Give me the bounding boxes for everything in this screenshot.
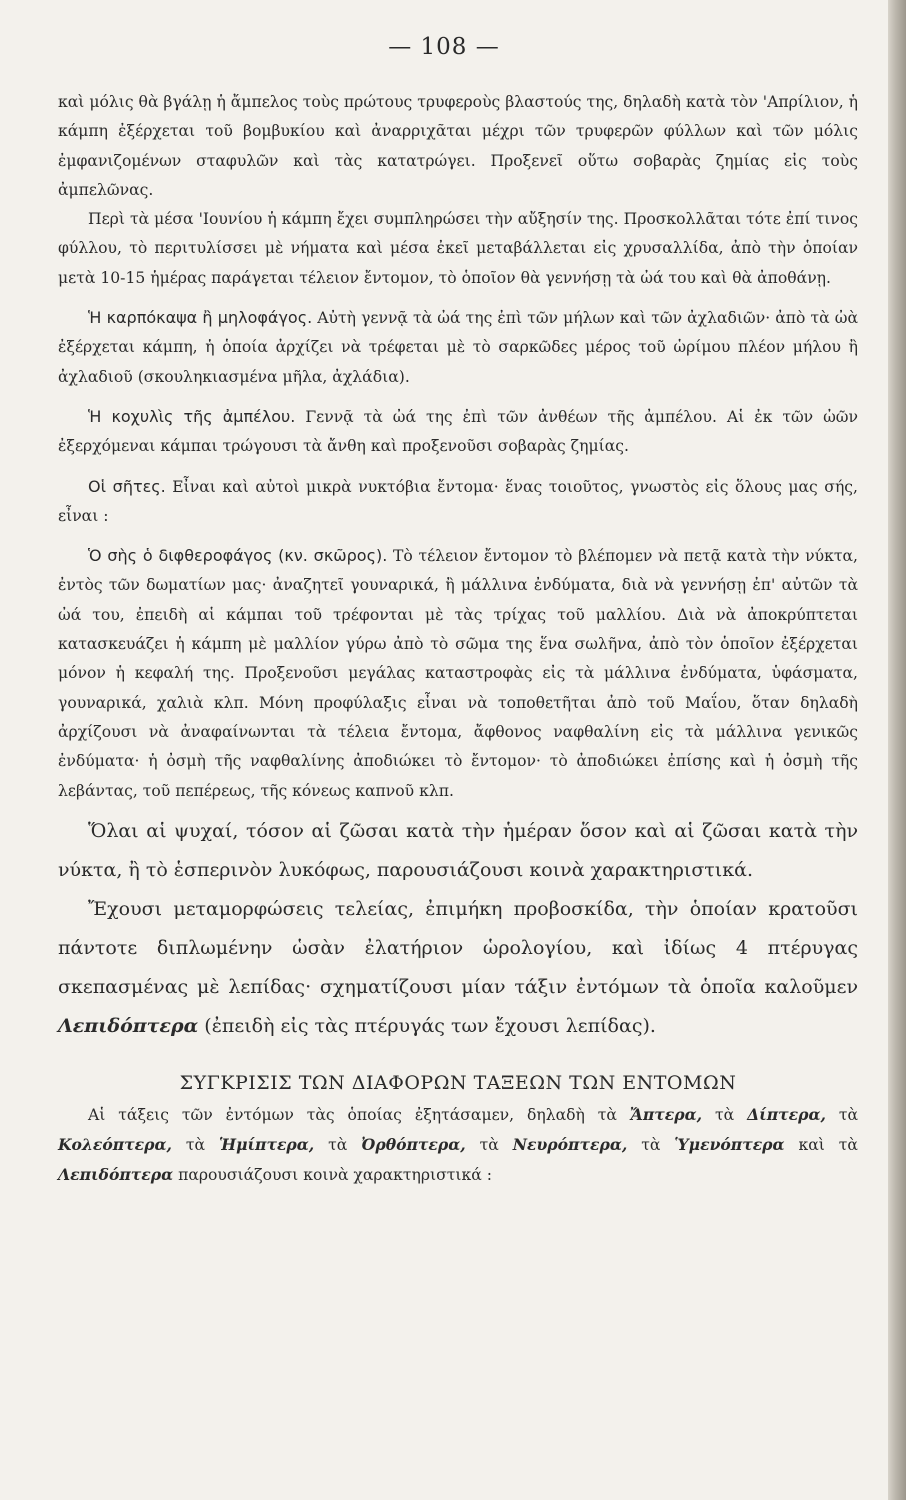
text-orders-2: τὰ [714,1105,735,1124]
heading-clothes-moth: Ὁ σὴς ὁ διφθεροφάγος (κν. σκῶρος). [88,546,388,566]
section-title: ΣΥΓΚΡΙΣΙΣ ΤΩΝ ΔΙΑΦΟΡΩΝ ΤΑΞΕΩΝ ΤΩΝ ΕΝΤΟΜΩΝ [179,1071,737,1094]
text-moths: Εἶναι καὶ αὐτοὶ μικρὰ νυκτόβια ἔντομα· ἕνας τοιοῦτος, γνωστὸς εἰς ὅλους μας σής, εἶναι : [58,477,858,525]
paragraph-clothes-moth [58,541,858,806]
term-lepidoptera: Λεπιδόπτερα [58,1014,199,1037]
text-lepidoptera-b: (ἐπειδὴ εἰς τὰς πτέρυγάς των ἔχουσι λεπίδας). [204,1014,656,1037]
term-neuroptera: Νευρόπτερα, [512,1135,628,1155]
text-lepidoptera-a: Ἔχουσι μεταμορφώσεις τελείας, ἐπιμήκη προβοσκίδα, τὴν ὁποίαν κρατοῦσι πάντοτε διπλωμένην ὡσὰν ἐλατήριον ὡρολογίου, καὶ ἰδίως 4 πτέρυγας σκεπασμένας μὲ λεπίδας· σχηματίζουσι μίαν τάξιν ἐντόμων τὰ ὁποῖα καλοῦμεν [58,897,858,998]
term-orthoptera: Ὀρθόπτερα, [361,1135,466,1155]
term-lepidoptera-list: Λεπιδόπτερα [58,1165,174,1185]
paragraph-lepidoptera [58,890,858,1046]
term-hemiptera: Ἡμίπτερα, [219,1135,315,1155]
text-orders-8: καὶ τὰ [798,1136,858,1155]
text-codling-moth: Αὐτὴ γεννᾷ τὰ ὠά της ἐπὶ τῶν μήλων καὶ τῶν ἀχλαδιῶν· ἀπὸ τὰ ὠὰ ἐξέρχεται κάμπη, ἡ ὁποία ἀρχίζει νὰ τρέφεται μὲ τὸ σαρκῶδες μέρος τοῦ ὡρίμου πλέον μήλου ἢ ἀχλαδιοῦ (σκουληκιασμένα μῆλα, ἀχλάδια). [58,309,858,386]
page-body [58,88,858,1191]
heading-grape-moth: Ἡ κοχυλὶς τῆς ἀμπέλου. [88,406,296,426]
paragraph-moths [58,472,858,532]
term-coleoptera: Κολεόπτερα, [58,1135,172,1155]
text-orders-3: τὰ [838,1105,858,1124]
paragraph-vine-caterpillar: καὶ μόλις θὰ βγάλῃ ἡ ἄμπελος τοὺς πρώτους τρυφεροὺς βλαστούς της, δηλαδὴ κατὰ τὸν 'Απρίλιον, ἡ κάμπη ἐξέρχεται τοῦ βομβυκίου καὶ ἀναρριχᾶται μέχρι τῶν τρυφερῶν φύλλων καὶ τῶν μόλις ἐμφανιζομένων σταφυλῶν καὶ τὰς κατατρώγει. Προξενεῖ οὕτω σοβαρὰς ζημίας εἰς τοὺς ἀμπελῶνας. [58,93,858,199]
text-clothes-moth: Τὸ τέλειον ἔντομον τὸ βλέπομεν νὰ πετᾷ κατὰ τὴν νύκτα, ἐντὸς τῶν δωματίων μας· ἀναζητεῖ γουναρικά, ἢ μάλλινα ἐνδύματα, διὰ νὰ γεννήσῃ ἐπ' αὐτῶν τὰ ὠά του, ἐπειδὴ αἱ κάμπαι τοῦ τρέφονται μὲ τὰς τρίχας τοῦ μαλλίου. Διὰ νὰ ἀποκρύπτεται κατασκευάζει ἡ κάμπη μὲ μαλλίον γύρω ἀπὸ τὸ σῶμα της ἕνα σωλῆνα, ἀπὸ τὸν ὁποῖον ἐξέρχεται μόνον ἡ κεφαλή της. Προξενοῦσι μεγάλας καταστροφὰς εἰς τὰ μάλλινα ἐνδύματα, ὑφάσματα, γουναρικά, χαλιὰ κλπ. Μόνη προφύλαξις εἶναι νὰ τοποθετῆται ἀπὸ τοῦ Μαΐου, ὅταν δηλαδὴ ἀρχίζουσι νὰ ἀναφαίνωνται τὰ τέλεια ἔντομα, ἄφθονος ναφθαλίνη εἰς τὰ μάλλινα γενικῶς ἐνδύματα· ἡ ὀσμὴ τῆς ναφθαλίνης ἀποδιώκει τὸ ἔντομον· τὸ ἀποδιώκει ἐπίσης καὶ ἡ ὀσμὴ τῆς λεβάντας, τοῦ πεπέρεως, τῆς κόνεως καπνοῦ κλπ. [58,547,858,800]
text-orders-7: τὰ [641,1136,661,1155]
heading-moths: Οἱ σῆτες. [88,476,166,496]
book-spine-edge [888,0,906,1500]
paragraph-chrysalis: Περὶ τὰ μέσα 'Ιουνίου ἡ κάμπη ἔχει συμπληρώσει τὴν αὔξησίν της. Προσκολλᾶται τότε ἐπί τινος φύλλου, τὸ περιτυλίσσει μὲ νήματα καὶ μέσα ἐκεῖ μεταβάλλεται εἰς χρυσαλλίδα, ἀπὸ τὴν ὁποίαν μετὰ 10-15 ἡμέρας παράγεται τέλειον ἔντομον, τὸ ὁποῖον θὰ γεννήσῃ τὰ ὠά του καὶ θὰ ἀποθάνῃ. [58,210,858,287]
heading-codling-moth: Ἡ καρπόκαψα ἢ μηλοφάγος. [88,308,313,328]
term-diptera: Δίπτερα, [747,1104,826,1124]
paragraph-grape-moth [58,402,858,462]
term-aptera: Ἄπτερα, [629,1104,703,1124]
paragraph-codling-moth [58,303,858,392]
text-orders-6: τὰ [479,1136,499,1155]
text-orders-5: τὰ [328,1136,348,1155]
text-grape-moth: Γεννᾷ τὰ ὠά της ἐπὶ τῶν ἀνθέων τῆς ἀμπέλου. Αἱ ἐκ τῶν ὠῶν ἐξερχόμεναι κάμπαι τρώγουσι τὰ ἄνθη καὶ προξενοῦσι σοβαρὰς ζημίας. [58,407,858,456]
text-orders-4: τὰ [185,1136,206,1155]
term-hymenoptera: Ὑμενόπτερα [674,1135,785,1155]
paragraph-orders-comparison [58,1100,858,1191]
text-orders-1: Αἱ τάξεις τῶν ἐντόμων τὰς ὁποίας ἐξητάσαμεν, δηλαδὴ τὰ [88,1105,617,1124]
text-orders-9: παρουσιάζουσι κοινὰ χαρακτηριστικά : [178,1166,492,1185]
paragraph-butterflies-common: Ὅλαι αἱ ψυχαί, τόσον αἱ ζῶσαι κατὰ τὴν ἡμέραν ὅσον καὶ αἱ ζῶσαι κατὰ τὴν νύκτα, ἢ τὸ ἑσπερινὸν λυκόφως, παρουσιάζουσι κοινὰ χαρακτηριστικά. [58,819,858,881]
page-number: — 108 — [388,34,500,60]
